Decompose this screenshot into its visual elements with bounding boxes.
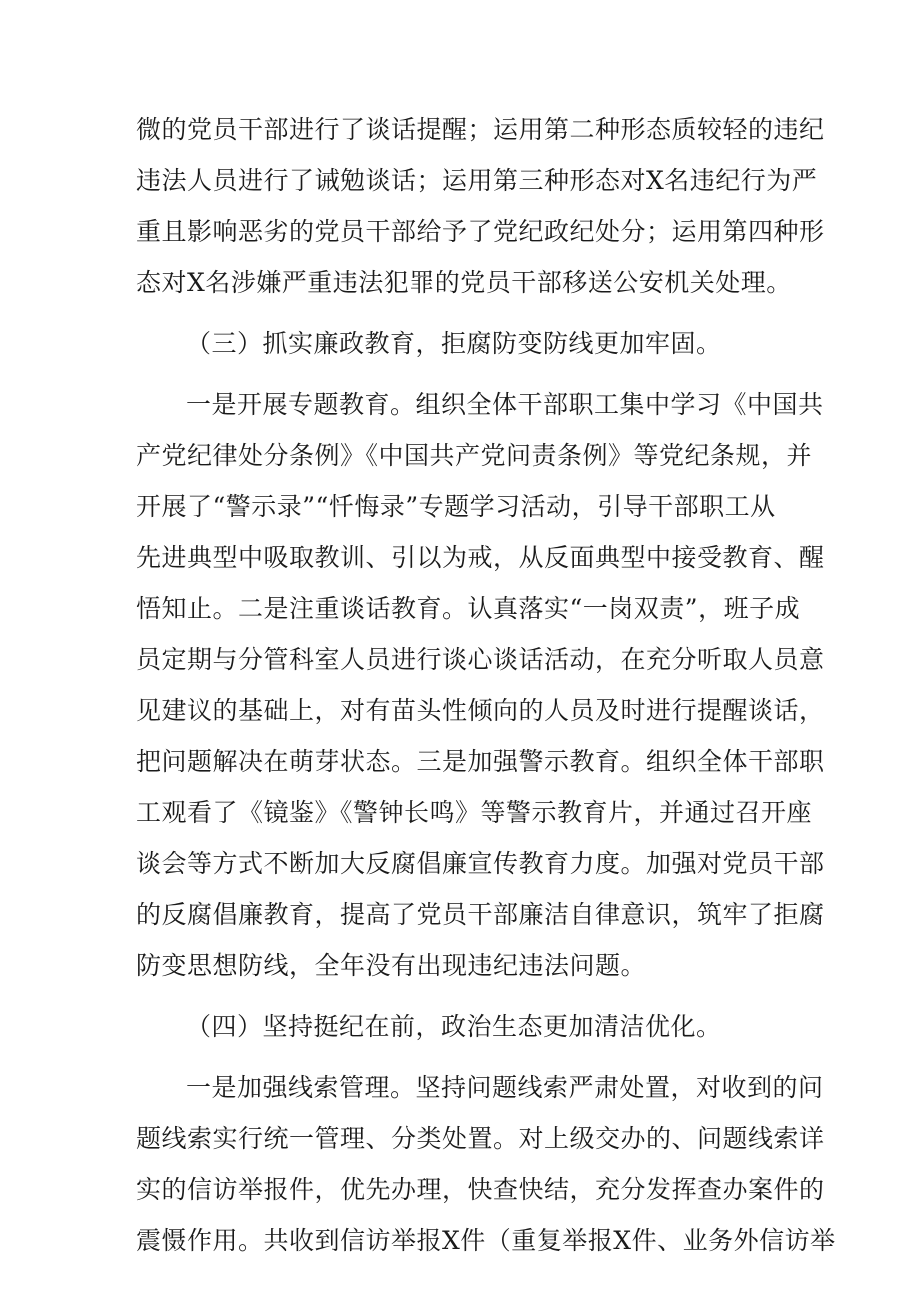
- paragraph-education: [136, 379, 825, 991]
- text-line: 谈会等方式不断加大反腐倡廉宣传教育力度。加强对党员干部: [136, 849, 825, 878]
- text-line: 防变思想防线，全年没有出现违纪违法问题。: [136, 951, 647, 980]
- text-line: 见建议的基础上，对有苗头性倾向的人员及时进行提醒谈话，: [136, 696, 825, 725]
- text-line: 微的党员干部进行了谈话提醒；运用第二种形态质较轻的违纪: [136, 115, 825, 144]
- section-heading-4: [136, 1001, 796, 1052]
- text-line: 违法人员进行了诫勉谈话；运用第三种形态对X名违纪行为严: [136, 166, 818, 195]
- text-line: 先进典型中吸取教训、引以为戒，从反面典型中接受教育、醒: [136, 543, 825, 572]
- text-line: 工观看了《镜鉴》《警钟长鸣》等警示教育片，并通过召开座: [136, 798, 813, 827]
- text-line: 悟知止。二是注重谈话教育。认真落实“一岗双责”，班子成: [136, 594, 801, 623]
- text-line: 一是开展专题教育。组织全体干部职工集中学习《中国共: [186, 390, 824, 419]
- heading-text: （四）坚持挺纪在前，政治生态更加清洁优化。: [186, 1012, 722, 1041]
- text-line: 震慑作用。共收到信访举报X件（重复举报X件、业务外信访举: [136, 1226, 836, 1255]
- heading-text: （三）抓实廉政教育，拒腐防变防线更加牢固。: [186, 329, 722, 358]
- text-line: 重且影响恶劣的党员干部给予了党纪政纪处分；运用第四种形: [136, 217, 825, 246]
- paragraph-continuation: [136, 104, 825, 308]
- text-line: 题线索实行统一管理、分类处置。对上级交办的、问题线索详: [136, 1124, 825, 1153]
- text-line: 员定期与分管科室人员进行谈心谈话活动，在充分听取人员意: [136, 645, 825, 674]
- paragraph-clue-management: [136, 1062, 836, 1266]
- text-line: 态对X名涉嫌严重违法犯罪的党员干部移送公安机关处理。: [136, 268, 792, 297]
- text-line: 的反腐倡廉教育，提高了党员干部廉洁自律意识，筑牢了拒腐: [136, 900, 825, 929]
- text-line: 把问题解决在萌芽状态。三是加强警示教育。组织全体干部职: [136, 747, 825, 776]
- text-line: 实的信访举报件，优先办理，快查快结，充分发挥查办案件的: [136, 1175, 825, 1204]
- document-body: [136, 104, 836, 1266]
- text-line: 一是加强线索管理。坚持问题线索严肃处置，对收到的问: [186, 1073, 824, 1102]
- text-line: 产党纪律处分条例》《中国共产党问责条例》等党纪条规，并: [136, 441, 813, 470]
- section-heading-3: [136, 318, 796, 369]
- text-line: 开展了“警示录”“忏悔录”专题学习活动，引导干部职工从: [136, 492, 776, 521]
